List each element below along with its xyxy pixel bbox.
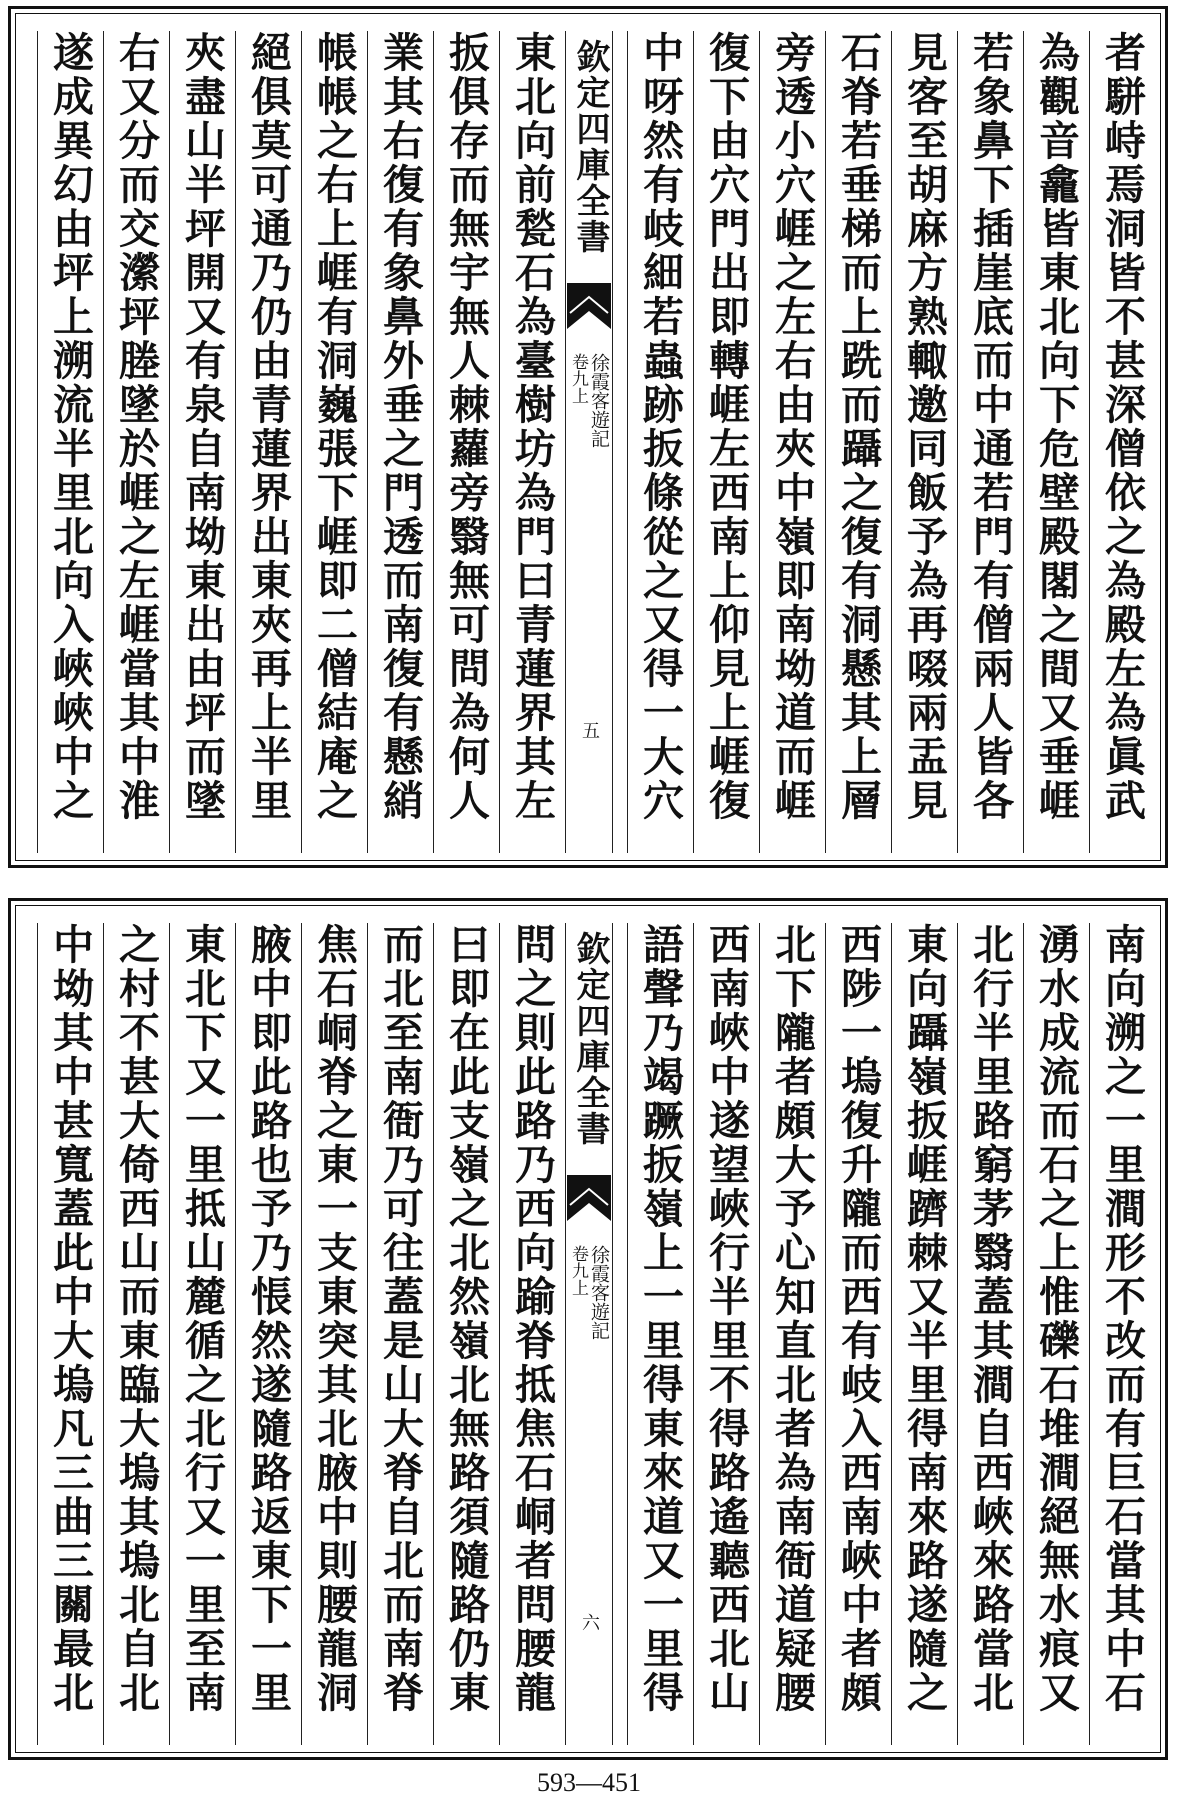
- text-column: 語聲乃竭蹶扳嶺上一里得東來道又一里得: [627, 923, 693, 1745]
- volume-label: 卷九上: [568, 353, 588, 404]
- page-footer-number: 593—451: [537, 1768, 641, 1797]
- text-column: 西陟一塢復升隴而西有岐入西南峽中者頗: [825, 923, 891, 1745]
- text-column: 業其右復有象鼻外垂之門透而南復有懸綃: [367, 31, 433, 853]
- text-column: 而北至南衙乃可往蓋是山大脊自北而南脊: [367, 923, 433, 1745]
- text-column: 夾盡山半坪開又有泉自南坳東出由坪而墜: [169, 31, 235, 853]
- page-number: 六: [579, 1613, 600, 1631]
- text-column: 北行半里路窮茅翳蓋其澗自西峽來路當北: [957, 923, 1023, 1745]
- text-column: 旁透小穴崕之左右由夾中嶺即南坳道而崕: [759, 31, 825, 853]
- text-column: 右又分而交瀠坪塍墜於崕之左崕當其中淮: [103, 31, 169, 853]
- fishtail-ornament: [567, 1175, 611, 1221]
- text-column: 者駢峙焉洞皆不甚深僧依之為殿左為眞武: [1089, 31, 1155, 853]
- text-column: 東向躡嶺扳崕躋棘又半里得南來路遂隨之: [891, 923, 957, 1745]
- text-column: 北下隴者頗大予心知直北者為南衙道疑腰: [759, 923, 825, 1745]
- work-title: 徐霞客遊記: [588, 353, 610, 448]
- text-column: 中呀然有岐細若蟲跡扳條從之又得一大穴: [627, 31, 693, 853]
- text-column: 焦石峒脊之東一支東突其北腋中則腰龍洞: [301, 923, 367, 1745]
- volume-label: 卷九上: [568, 1245, 588, 1296]
- text-column: 東北下又一里抵山麓循之北行又一里至南: [169, 923, 235, 1745]
- text-column: 石脊若垂梯而上跣而躡之復有洞懸其上層: [825, 31, 891, 853]
- text-column: 腋中即此路也予乃悵然遂隨路返東下一里: [235, 923, 301, 1745]
- book-title: 欽定四庫全書: [570, 39, 610, 255]
- text-column: 之村不甚大倚西山而東臨大塢其塢北自北: [103, 923, 169, 1745]
- page-six-panel: [8, 898, 1168, 1760]
- text-column: 中坳其中甚寬蓋此中大塢凡三曲三關最北: [37, 923, 103, 1745]
- text-column: 帳帳之右上崕有洞巍張下崕即二僧結庵之: [301, 31, 367, 853]
- text-column: 復下由穴門出即轉崕左西南上仰見上崕復: [693, 31, 759, 853]
- page-five-panel: [8, 6, 1168, 868]
- book-title: 欽定四庫全書: [570, 931, 610, 1147]
- text-column: 曰即在此支嶺之北然嶺北無路須隨路仍東: [433, 923, 499, 1745]
- text-column: 見客至胡麻方熟輙邀同飯予為再啜兩盂見: [891, 31, 957, 853]
- fishtail-ornament: [567, 283, 611, 329]
- text-column: 南向溯之一里澗形不改而有巨石當其中石: [1089, 923, 1155, 1745]
- text-column: 東北向前甃石為臺樹坊為門曰青蓮界其左: [499, 31, 565, 853]
- text-column: 問之則此路乃西向踰脊抵焦石峒者問腰龍: [499, 923, 565, 1745]
- work-title: 徐霞客遊記: [588, 1245, 610, 1340]
- text-column: 湧水成流而石之上惟礫石堆澗絕無水痕又: [1023, 923, 1089, 1745]
- text-column: 若象鼻下插崖底而中通若門有僧兩人皆各: [957, 31, 1023, 853]
- page-number: 五: [579, 721, 600, 739]
- text-column: 遂成異幻由坪上溯流半里北向入峽峽中之: [37, 31, 103, 853]
- center-margin: [565, 923, 613, 1745]
- text-column: 絕俱莫可通乃仍由青蓮界出東夾再上半里: [235, 31, 301, 853]
- text-column: 扳俱存而無宇無人棘蘿旁翳無可問為何人: [433, 31, 499, 853]
- center-margin: [565, 31, 613, 853]
- text-column: 西南峽中遂望峽行半里不得路遙聽西北山: [693, 923, 759, 1745]
- text-column: 為觀音龕皆東北向下危壁殿閣之間又垂崕: [1023, 31, 1089, 853]
